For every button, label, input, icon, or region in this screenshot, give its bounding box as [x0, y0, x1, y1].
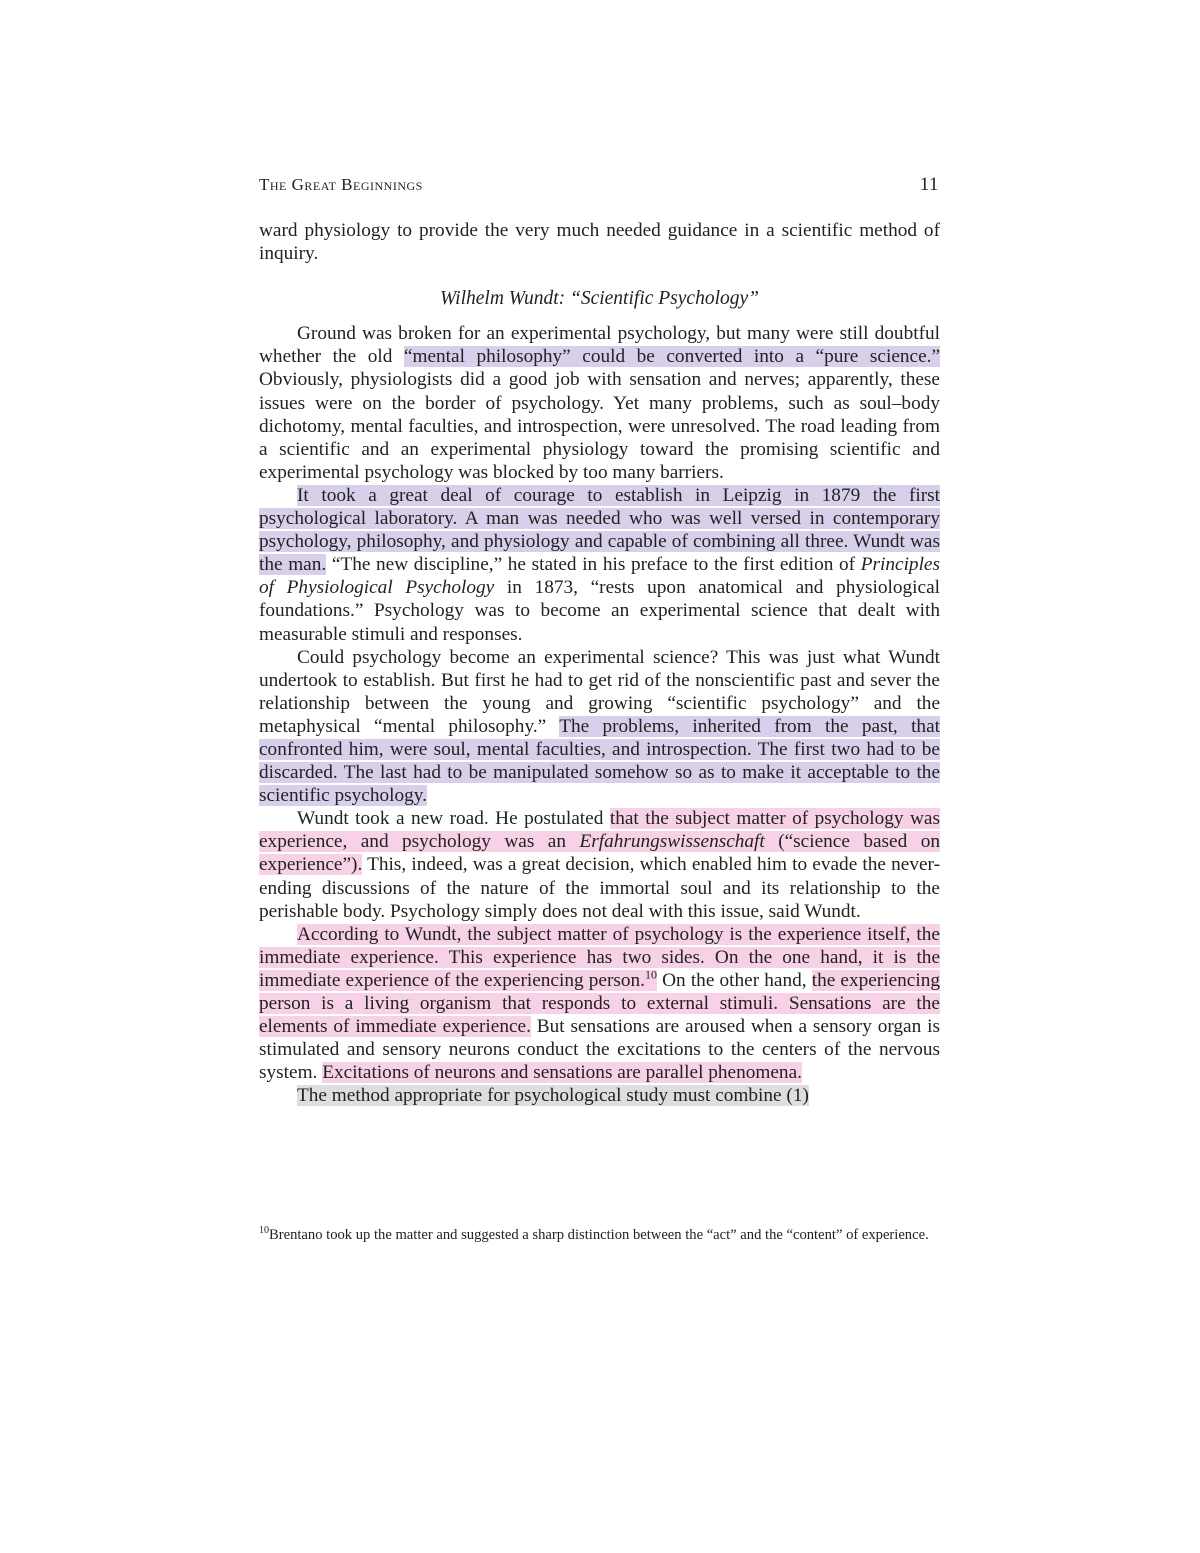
p3-highlight: The problems, inherited from the past, that confronted him, were soul, mental faculties, and introspection. The first two had to be discarded. The last had to be manipulated somehow so as to make it acceptable to the scientific psychology.: [259, 715, 940, 807]
body-text: [259, 219, 940, 1107]
p5-highlight-3: Excitations of neurons and sensations are parallel phenomena.: [322, 1062, 802, 1084]
p5-text-c: But sensations are aroused when a sensory organ is stimulated and sensory neurons conduct the excitations to the centers of the nervous system.: [259, 1016, 940, 1084]
p5-text-b: On the other hand,: [662, 969, 807, 991]
paragraph-4: [259, 807, 940, 922]
p1-text-b: Obviously, physiologists did a good job with sensation and nerves; apparently, these issues were on the border of psychology. Yet many problems, such as soul–body dichotomy, mental faculties, and introspection, were unresolved. The road leading from a scientific and an experimental physiology toward the promising scientific and experimental psychology was blocked by too many barriers.: [259, 369, 940, 483]
paragraph-3: [259, 646, 940, 808]
p5-highlight-text: According to Wundt, the subject matter of psychology is the experience itself, the immediate experience. This experience has two sides. On the one hand, it is the immediate experience of the experiencing person.: [259, 923, 940, 991]
p1-highlight: “mental philosophy” could be converted into a “pure science.”: [403, 346, 941, 368]
p1-text-a: Ground was broken for an experimental psychology, but many were still doubtful whether the old: [259, 323, 940, 368]
p2-highlight: It took a great deal of courage to establish in Leipzig in 1879 the first psychological laboratory. A man was needed who was well versed in contemporary psychology, philosophy, and physiology and capable of combining all three. Wundt was the man.: [259, 484, 940, 576]
footnote-number: 10: [259, 1225, 269, 1237]
p4-text-b: This, indeed, was a great decision, which enabled him to evade the never-ending discussions of the nature of the immortal soul and its relationship to the perishable body. Psychology simply does not deal with this issue, said Wundt.: [259, 854, 940, 922]
paragraph-1: [259, 322, 940, 484]
paragraph-6: [259, 1084, 940, 1107]
running-header: [259, 174, 939, 196]
book-title: Principles of Physiological Psychology: [259, 554, 940, 599]
footnote-text: Brentano took up the matter and suggested a sharp distinction between the “act” and the “content” of experience.: [269, 1227, 929, 1243]
p6-highlight: The method appropriate for psychological study must combine (1): [297, 1085, 809, 1107]
footnote-ref: 10: [644, 967, 657, 982]
p4-highlight-text-2: (“science based on experience”).: [259, 831, 940, 876]
chapter-title: The Great Beginnings: [259, 175, 423, 194]
p4-highlight-text: that the subject matter of psychology was experience, and psychology was an: [259, 808, 940, 853]
p4-text-a: Wundt took a new road. He postulated: [297, 808, 604, 830]
paragraph-continued: ward physiology to provide the very much needed guidance in a scientific method of inquiry.: [259, 220, 940, 265]
p5-highlight-2: the experiencing person is a living organism that responds to external stimuli. Sensations are the elements of immediate experience.: [259, 969, 940, 1038]
p2-text-b: “The new discipline,” he stated in his preface to the first edition of: [331, 554, 856, 576]
paragraph-2: [259, 484, 940, 646]
footnote: [259, 1226, 940, 1245]
german-term: Erfahrungswissenschaft: [579, 831, 765, 853]
paragraph-5: [259, 923, 940, 1085]
page-number: 11: [919, 174, 939, 195]
p3-text-a: Could psychology become an experimental science? This was just what Wundt undertook to establish. But first he had to get rid of the nonscientific past and sever the relationship between the young and growing “scientific psychology” and the metaphysical “mental philosophy.”: [259, 646, 940, 737]
section-heading: Wilhelm Wundt: “Scientific Psychology”: [440, 288, 759, 310]
p2-text-c: in 1873, “rests upon anatomical and physiological foundations.” Psychology was to become an experimental science that dealt with measurable stimuli and responses.: [259, 577, 940, 645]
